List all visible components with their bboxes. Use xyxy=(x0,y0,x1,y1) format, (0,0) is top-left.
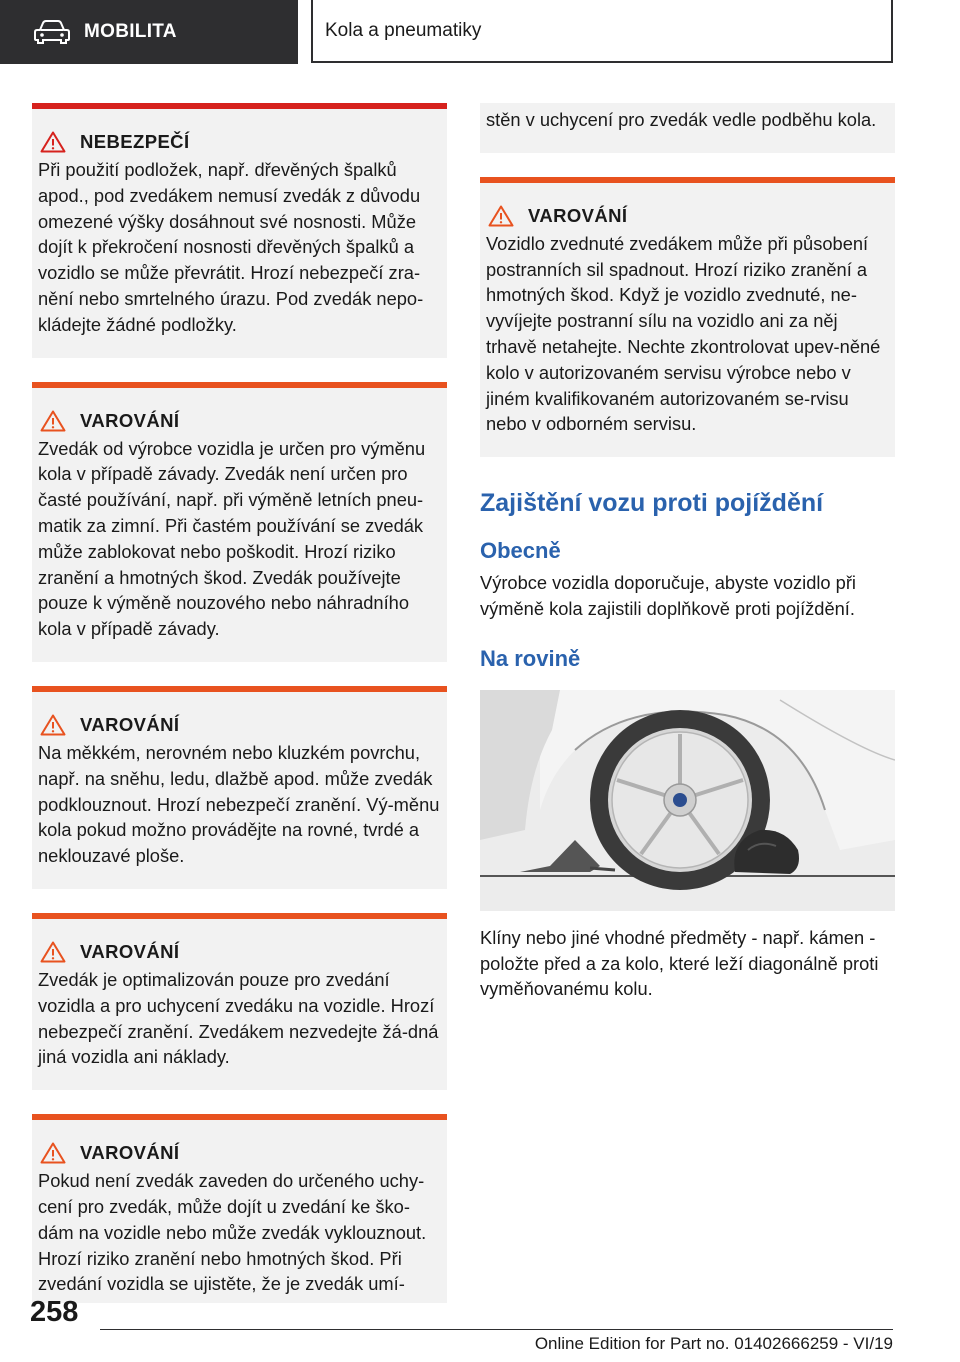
right-column xyxy=(480,103,895,1002)
warning-triangle-icon xyxy=(40,131,66,153)
warning-title: VAROVÁNÍ xyxy=(80,713,180,735)
section-tab xyxy=(0,0,298,64)
footer-divider xyxy=(100,1329,893,1330)
warning-triangle-icon xyxy=(488,205,514,227)
general-text: Výrobce vozidla doporučuje, abyste vozidlo při výměně kola zajistili doplňkově proti pojíždění. xyxy=(480,572,856,619)
chapter-header xyxy=(311,0,893,63)
warning-text: Pokud není zvedák zaveden do určeného uchy-cení pro zvedák, může dojít u zvedání ke ško-dám na vozidle nebo může zvedák vyklouznout. Hrozí riziko zranění nebo hmotných škod. Při zvedání vozidla se ujistěte, že je zvedák umí- xyxy=(38,1170,427,1295)
car-icon xyxy=(34,20,70,44)
wheel-chock-illustration xyxy=(480,690,895,911)
section-heading: Zajištění vozu proti pojíždění xyxy=(480,489,824,518)
edition-text: Online Edition for Part no. 01402666259 - VI/19 xyxy=(534,1334,893,1353)
warning-triangle-icon xyxy=(40,410,66,432)
warning-title: VAROVÁNÍ xyxy=(80,940,180,962)
danger-title: NEBEZPEČÍ xyxy=(80,131,190,152)
illustration-caption: Klíny nebo jiné vhodné předměty - např. kámen - položte před a za kolo, které leží diagonálně proti vyměňovanému kolu. xyxy=(480,926,879,1000)
danger-box xyxy=(32,103,447,358)
warning-title: VAROVÁNÍ xyxy=(80,1142,180,1164)
section-label: MOBILITA xyxy=(84,21,177,42)
warning-triangle-icon xyxy=(40,1142,66,1164)
warning-text: Na měkkém, nerovném nebo kluzkém povrchu, např. na sněhu, ledu, dlažbě apod. může zvedák podklouznout. Hrozí nebezpečí zranění. Vý-měnu kola pokud možno provádějte na rovné, tvrdé a neklouzavé ploše. xyxy=(38,741,440,867)
warning-box xyxy=(32,1114,447,1303)
warning-continuation-box xyxy=(480,103,895,153)
wheel-illustration xyxy=(480,690,895,911)
left-column xyxy=(32,103,447,1303)
warning-triangle-icon xyxy=(40,714,66,736)
warning-box xyxy=(480,177,895,457)
danger-text: Při použití podložek, např. dřevěných špalků apod., pod zvedákem nemusí zvedák z důvodu omezené výšky dosáhnout své nosnosti. Může dojít k překročení nosnosti dřevěných špalků a vozidlo se může převrátit. Hrozí nebezpečí zra-nění nebo smrtelného úrazu. Pod zvedák nepo-kládejte žádné podložky. xyxy=(38,159,424,335)
warning-box xyxy=(32,913,447,1090)
page-number: 258 xyxy=(30,1296,79,1328)
warning-triangle-icon xyxy=(40,941,66,963)
warning-text: Vozidlo zvednuté zvedákem může při působení postranních sil spadnout. Hrozí riziko zranění a hmotných škod. Když je vozidlo zvednuté, ne-vyvíjejte postranní sílu na vozidlo ani za něj trhavě netahejte. Nechte zkontrolovat upev-něné kolo v autorizovaném servisu výrobce nebo v jiném kvalifikovaném autorizovaném se-rvisu nebo v odborném servisu. xyxy=(486,232,881,435)
subheading-general: Obecně xyxy=(480,538,561,564)
warning-title: VAROVÁNÍ xyxy=(528,204,628,226)
warning-box xyxy=(32,382,447,662)
subheading-level-ground: Na rovině xyxy=(480,645,581,671)
chapter-title: Kola a pneumatiky xyxy=(325,19,482,41)
warning-box xyxy=(32,686,447,889)
warning-title: VAROVÁNÍ xyxy=(80,409,180,431)
warning-text: Zvedák je optimalizován pouze pro zvedání vozidla a pro uchycení zvedáku na vozidle. Hrozí nebezpečí zranění. Zvedákem nezvedejte žá-dná jiná vozidla ani náklady. xyxy=(38,968,439,1068)
warning-text: Zvedák od výrobce vozidla je určen pro výměnu kola v případě závady. Zvedák není určen pro časté používání, např. při výměně letních pneu-matik za zimní. Při častém používání se zvedák může zablokovat nebo poškodit. Hrozí riziko zranění a hmotných škod. Zvedák používejte pouze k výměně nouzového nebo náhradního kola v případě závady. xyxy=(38,437,426,640)
warning-continuation-text: stěn v uchycení pro zvedák vedle podběhu kola. xyxy=(486,109,877,130)
